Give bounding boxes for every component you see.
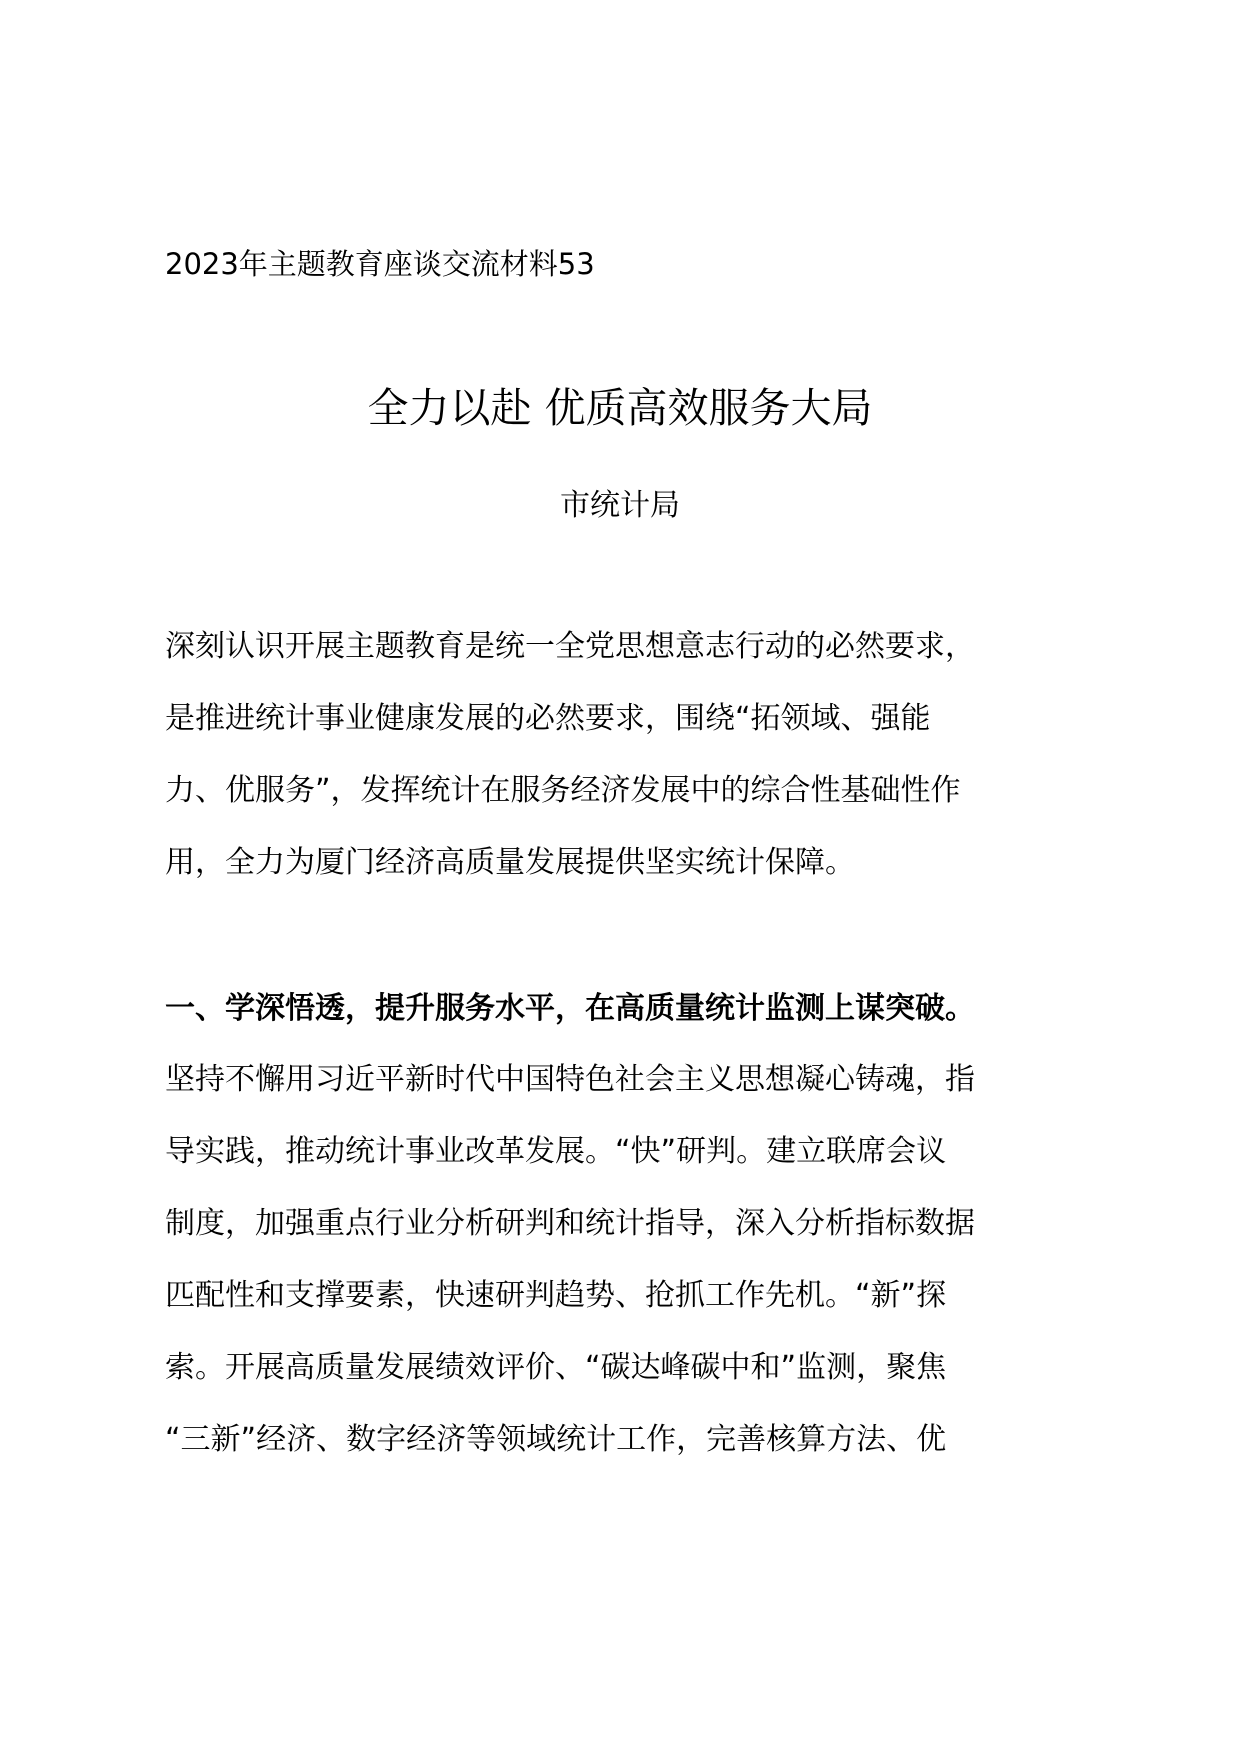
document-title: 全力以赴 优质高效服务大局 bbox=[367, 384, 873, 432]
paragraph-line: 制度，加强重点行业分析研判和统计指导，深入分析指标数据 bbox=[165, 1206, 975, 1241]
paragraph-line: 匹配性和支撑要素，快速研判趋势、抢抓工作先机。“新”探 bbox=[165, 1278, 947, 1313]
paragraph-line: 索。开展高质量发展绩效评价、“碳达峰碳中和”监测，聚焦 bbox=[165, 1350, 947, 1385]
document-label: 2023年主题教育座谈交流材料53 bbox=[165, 247, 595, 281]
paragraph-line: 导实践，推动统计事业改革发展。“快”研判。建立联席会议 bbox=[165, 1134, 947, 1169]
document-author: 市统计局 bbox=[560, 488, 680, 523]
paragraph-line: 用，全力为厦门经济高质量发展提供坚实统计保障。 bbox=[165, 845, 855, 880]
paragraph-line: 深刻认识开展主题教育是统一全党思想意志行动的必然要求， bbox=[165, 629, 975, 664]
paragraph-line: “三新”经济、数字经济等领域统计工作，完善核算方法、优 bbox=[165, 1422, 947, 1457]
section-heading: 一、学深悟透，提升服务水平，在高质量统计监测上谋突破。 bbox=[165, 991, 975, 1026]
paragraph-line: 是推进统计事业健康发展的必然要求，围绕“拓领域、强能 bbox=[165, 701, 931, 736]
paragraph-line: 力、优服务”，发挥统计在服务经济发展中的综合性基础性作 bbox=[165, 773, 961, 808]
paragraph-line: 坚持不懈用习近平新时代中国特色社会主义思想凝心铸魂，指 bbox=[165, 1062, 975, 1097]
